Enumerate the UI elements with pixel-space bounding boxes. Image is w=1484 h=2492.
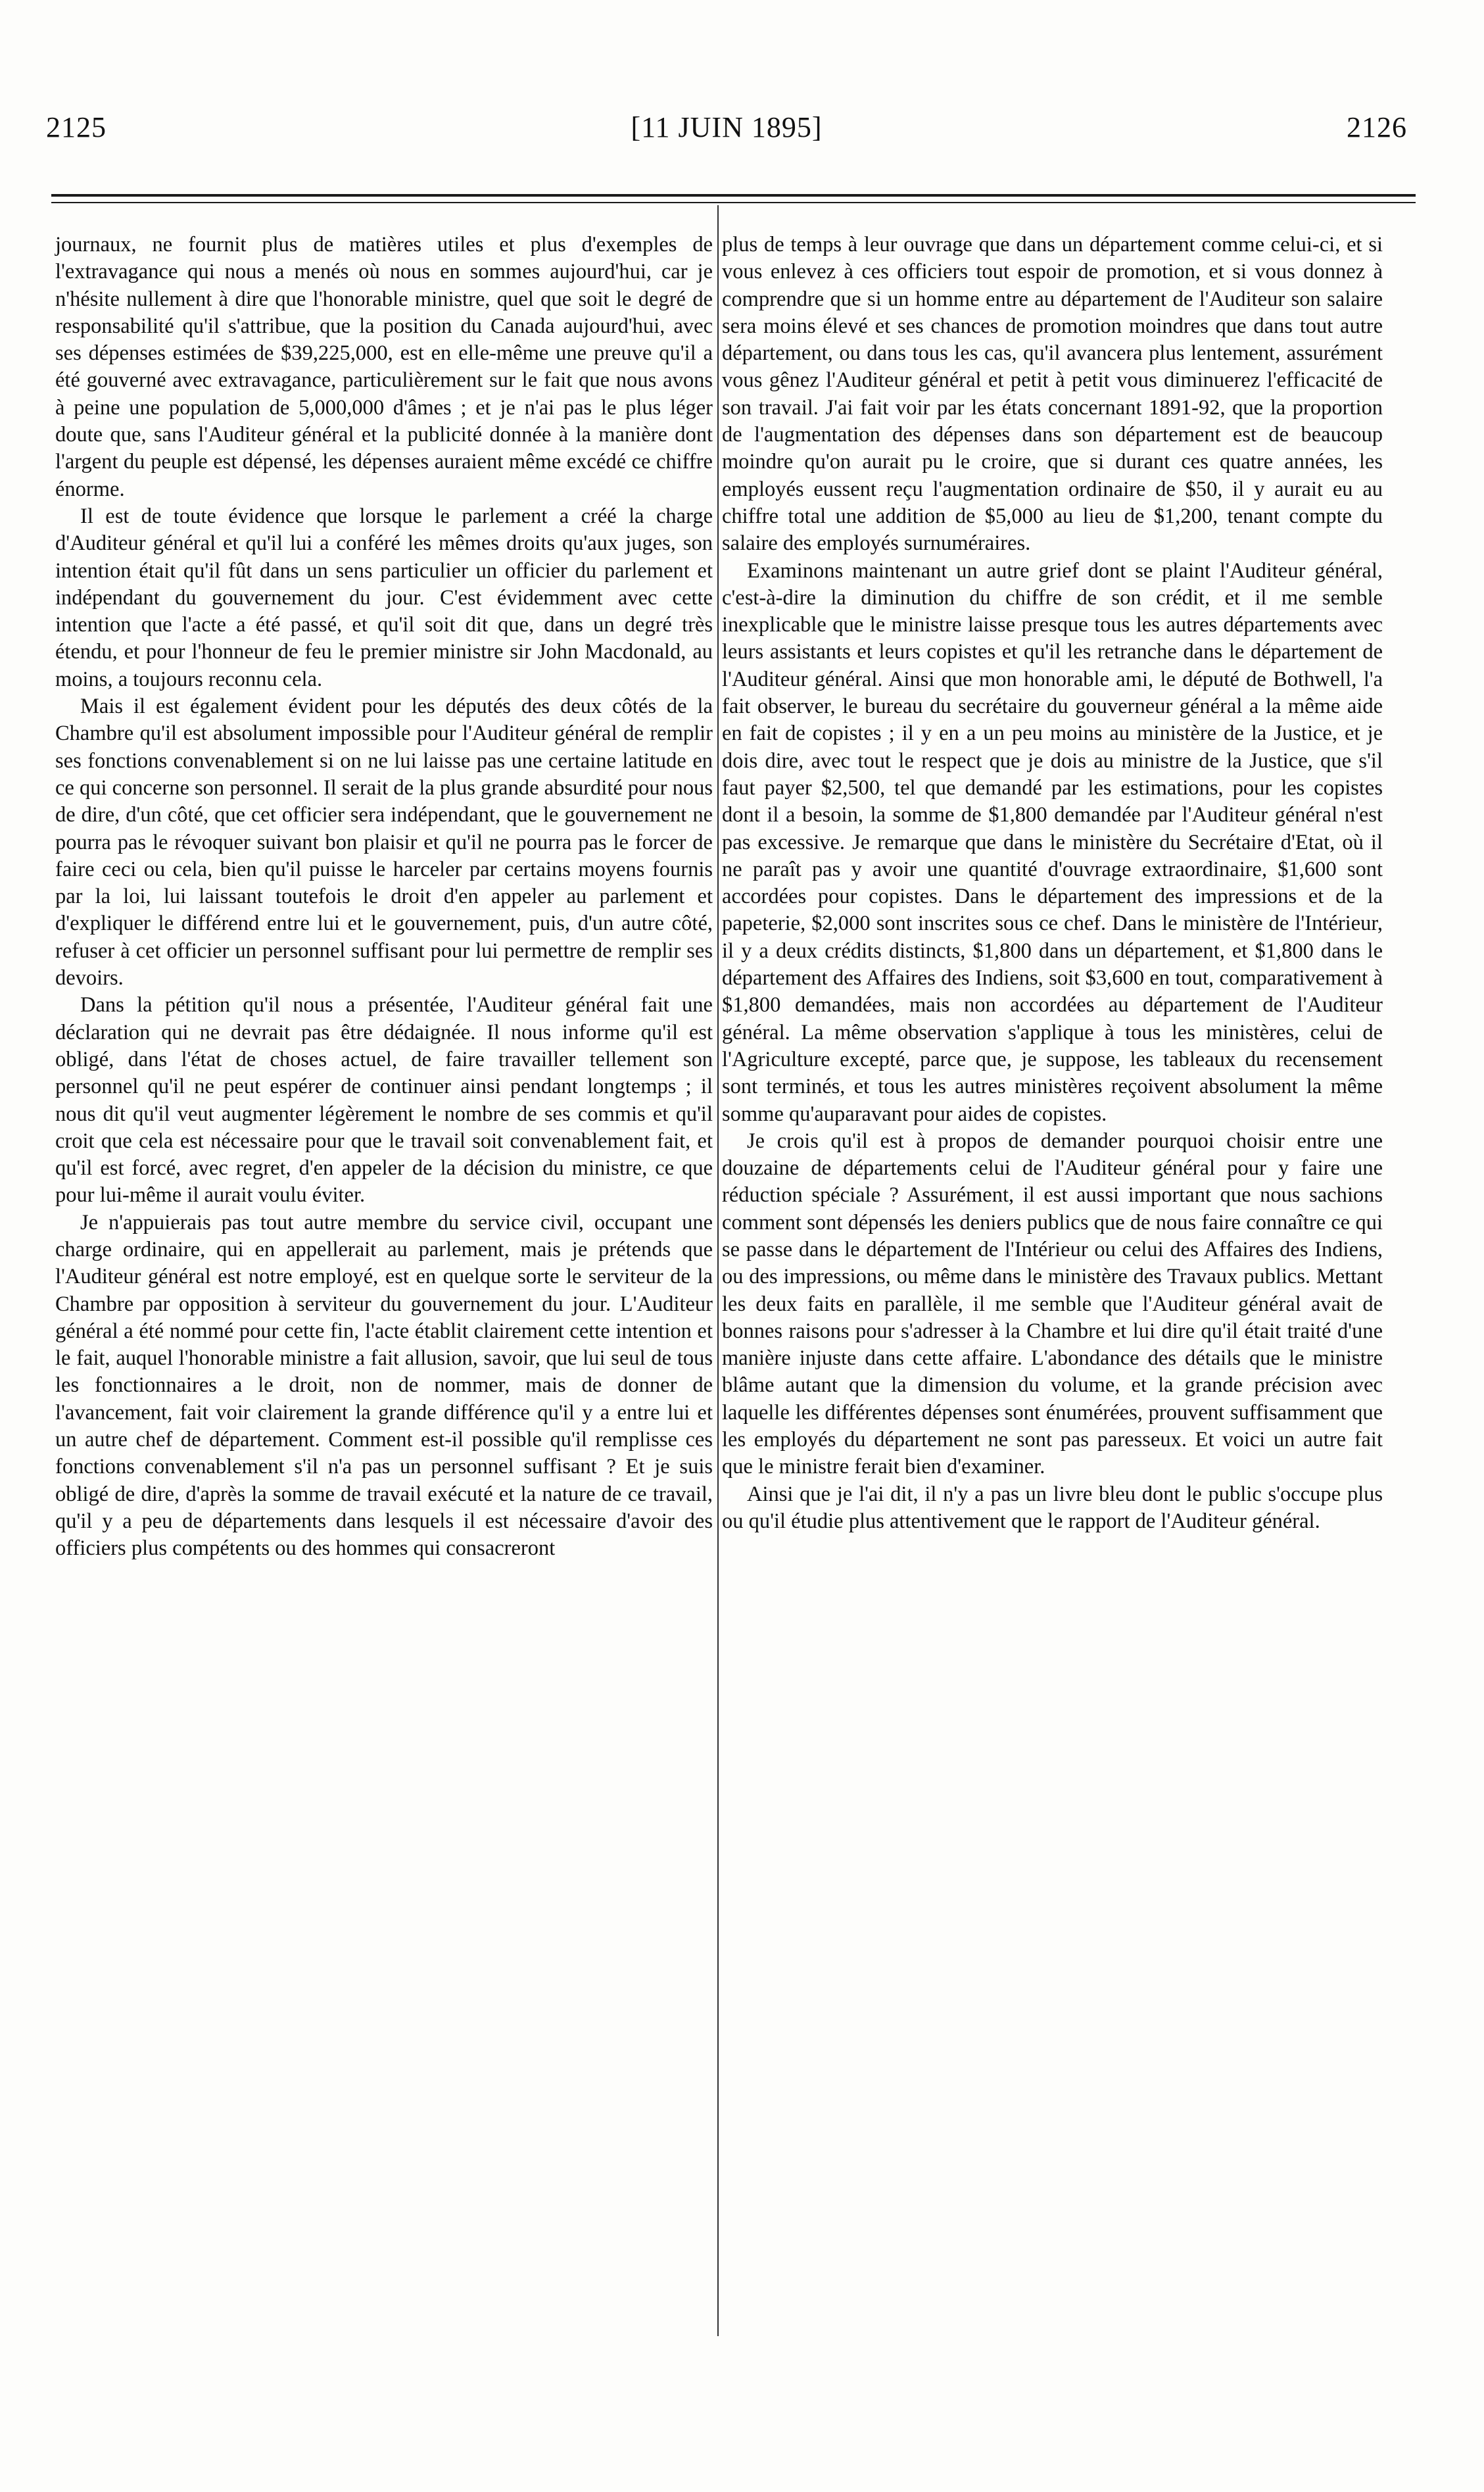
paragraph: plus de temps à leur ouvrage que dans un département comme celui-ci, et si vous enlevez à ces officiers tout espoir de promotion, et si vous donnez à comprendre que si un homme entre au département de l'Auditeur son salaire sera moins élevé et ses chances de promotion moindres que dans tout autre département, ou dans tous les cas, qu'il avancera plus lentement, assurément vous gênez l'Auditeur général et petit à petit vous diminuerez l'efficacité de son travail. J'ai fait voir par les états concernant 1891-92, que la proportion de l'augmentation des dépenses dans son département est de beaucoup moindre qu'on aurait pu le croire, que si durant ces quatre années, les employés eussent reçu l'augmentation ordinaire de $50, il y aurait eu au chiffre total une addition de $5,000 au lieu de $1,200, tenant compte du salaire des employés surnuméraires. — [722, 233, 1383, 556]
paragraph: Ainsi que je l'ai dit, il n'y a pas un livre bleu dont le public s'occupe plus ou qu'il étudie plus attentivement que le rapport de l'Auditeur général. — [722, 1482, 1383, 1533]
paragraph: Mais il est également évident pour les députés des deux côtés de la Chambre qu'il est absolument impossible pour l'Auditeur général de remplir ses fonctions convenablement si on ne lui laisse pas une certaine latitude en ce qui concerne son personnel. Il serait de la plus grande absurdité pour nous de dire, d'un côté, que cet officier sera indépendant, que le gouvernement ne pourra pas le révoquer suivant bon plaisir et qu'il ne pourra pas le forcer de faire ceci ou cela, bien qu'il puisse le harceler par certains moyens fournis par la loi, lui laissant toutefois le droit d'en appeler au parlement et d'expliquer le différend entre lui et le gouvernement, puis, d'un autre côté, refuser à cet officier un personnel suffisant pour lui permettre de remplir ses devoirs. — [55, 695, 713, 990]
header-rule-thick — [51, 194, 1416, 197]
column-divider — [717, 205, 719, 2336]
header-rule-thin — [51, 202, 1416, 203]
paragraph: Il est de toute évidence que lorsque le parlement a créé la charge d'Auditeur général et qu'il lui a conféré les mêmes droits qu'aux juges, son intention était qu'il fût dans un sens particulier un officier du parlement et indépendant du gouvernement du jour. C'est évidemment avec cette intention que l'acte a été passé, et qu'il soit dit que, dans un degré très étendu, et pour l'honneur de feu le premier ministre sir John Macdonald, au moins, a toujours reconnu cela. — [55, 504, 713, 691]
right-column — [722, 232, 1383, 1535]
page-number-left: 2125 — [46, 111, 107, 143]
header-date: [11 JUIN 1895] — [631, 111, 823, 143]
paragraph: Je n'appuierais pas tout autre membre du service civil, occupant une charge ordinaire, qui en appellerait au parlement, mais je prétends que l'Auditeur général est notre employé, est en quelque sorte le serviteur de la Chambre par opposition à serviteur du gouvernement du jour. L'Auditeur général a été nommé pour cette fin, l'acte établit clairement cette intention et le fait, auquel l'honorable ministre a fait allusion, savoir, que lui seul de tous les fonctionnaires a le droit, non de nommer, mais de donner de l'avancement, fait voir clairement la grande différence qu'il y a entre lui et un autre chef de département. Comment est-il possible qu'il remplisse ces fonctions convenablement s'il n'a pas un personnel suffisant ? Et je suis obligé de dire, d'après la somme de travail exécuté et la nature de ce travail, qu'il y a peu de départements dans lesquels il est nécessaire d'avoir des officiers plus compétents ou des hommes qui consacreront — [55, 1210, 713, 1561]
page-number-right: 2126 — [1347, 111, 1407, 143]
paragraph: Dans la pétition qu'il nous a présentée, l'Auditeur général fait une déclaration qui ne devrait pas être dédaignée. Il nous informe qu'il est obligé, dans l'état de choses actuel, de faire travailler tellement son personnel qu'il ne peut espérer de continuer ainsi pendant longtemps ; il nous dit qu'il veut augmenter légèrement le nombre de ses commis et qu'il croit que cela est nécessaire pour que le travail soit convenablement fait, et qu'il est forcé, avec regret, d'en appeler de la décision du ministre, ce que pour lui-même il aurait voulu éviter. — [55, 993, 713, 1208]
page-header — [46, 110, 1407, 157]
paragraph: Examinons maintenant un autre grief dont se plaint l'Auditeur général, c'est-à-dire la diminution du chiffre de son crédit, et il me semble inexplicable que le ministre laisse presque tous les autres départements avec leurs assistants et leurs copistes et qu'il les retranche dans le département de l'Auditeur général. Ainsi que mon honorable ami, le député de Bothwell, l'a fait observer, le bureau du secrétaire du gouverneur général a la même aide en fait de copistes ; il y en a un peu moins au ministère de la Justice, et je dois dire, avec tout le respect que je dois au ministre de la Justice, que s'il faut payer $2,500, tel que demandé par les estimations, pour les copistes dont il a besoin, la somme de $1,800 demandée par l'Auditeur général n'est pas excessive. Je remarque que dans le ministère du Secrétaire d'Etat, où il ne paraît pas y avoir une quantité d'ouvrage extraordinaire, $1,600 sont accordées pour copistes. Dans le département des impressions et de la papeterie, $2,000 sont inscrites sous ce chef. Dans le ministère de l'Intérieur, il y a deux crédits distincts, $1,800 dans un département, et $1,800 dans le département des Affaires des Indiens, soit $3,600 en tout, comparativement à $1,800 demandées, mais non accordées au département de l'Auditeur général. La même observation s'applique à tous les ministères, celui de l'Agriculture excepté, parce que, je suppose, les tableaux du recensement sont terminés, et tous les autres ministères reçoivent absolument la même somme qu'auparavant pour aides de copistes. — [722, 558, 1383, 1126]
paragraph: Je crois qu'il est à propos de demander pourquoi choisir entre une douzaine de départements celui de l'Auditeur général pour y faire une réduction spéciale ? Assurément, il est aussi important que nous sachions comment sont dépensés les deniers publics que de nous faire connaître ce qui se passe dans le département de l'Intérieur ou celui des Affaires des Indiens, ou des impressions, ou même dans le ministère des Travaux publics. Mettant les deux faits en parallèle, il me semble que l'Auditeur général avait de bonnes raisons pour s'adresser à la Chambre et lui dire qu'il était traité d'une manière injuste dans cette affaire. L'abondance des détails que le ministre blâme autant que la dimension du volume, et la grande précision avec laquelle les différentes dépenses sont énumérées, prouvent suffisamment que les employés du département ne sont pas paresseux. Et voici un autre fait que le ministre ferait bien d'examiner. — [722, 1129, 1383, 1479]
paragraph: journaux, ne fournit plus de matières utiles et plus d'exemples de l'extravagance qui nous a menés où nous en sommes aujourd'hui, car je n'hésite nullement à dire que l'honorable ministre, quel que soit le degré de responsabilité qu'il s'attribue, que la position du Canada aujourd'hui, avec ses dépenses estimées de $39,225,000, est en elle-même une preuve qu'il a été gouverné avec extravagance, particulièrement sur le fait que nous avons à peine une population de 5,000,000 d'âmes ; et je n'ai pas le plus léger doute que, sans l'Auditeur général et la publicité donnée à la manière dont l'argent du peuple est dépensé, les dépenses auraient même excédé ce chiffre énorme. — [55, 233, 713, 501]
left-column — [55, 232, 713, 1563]
